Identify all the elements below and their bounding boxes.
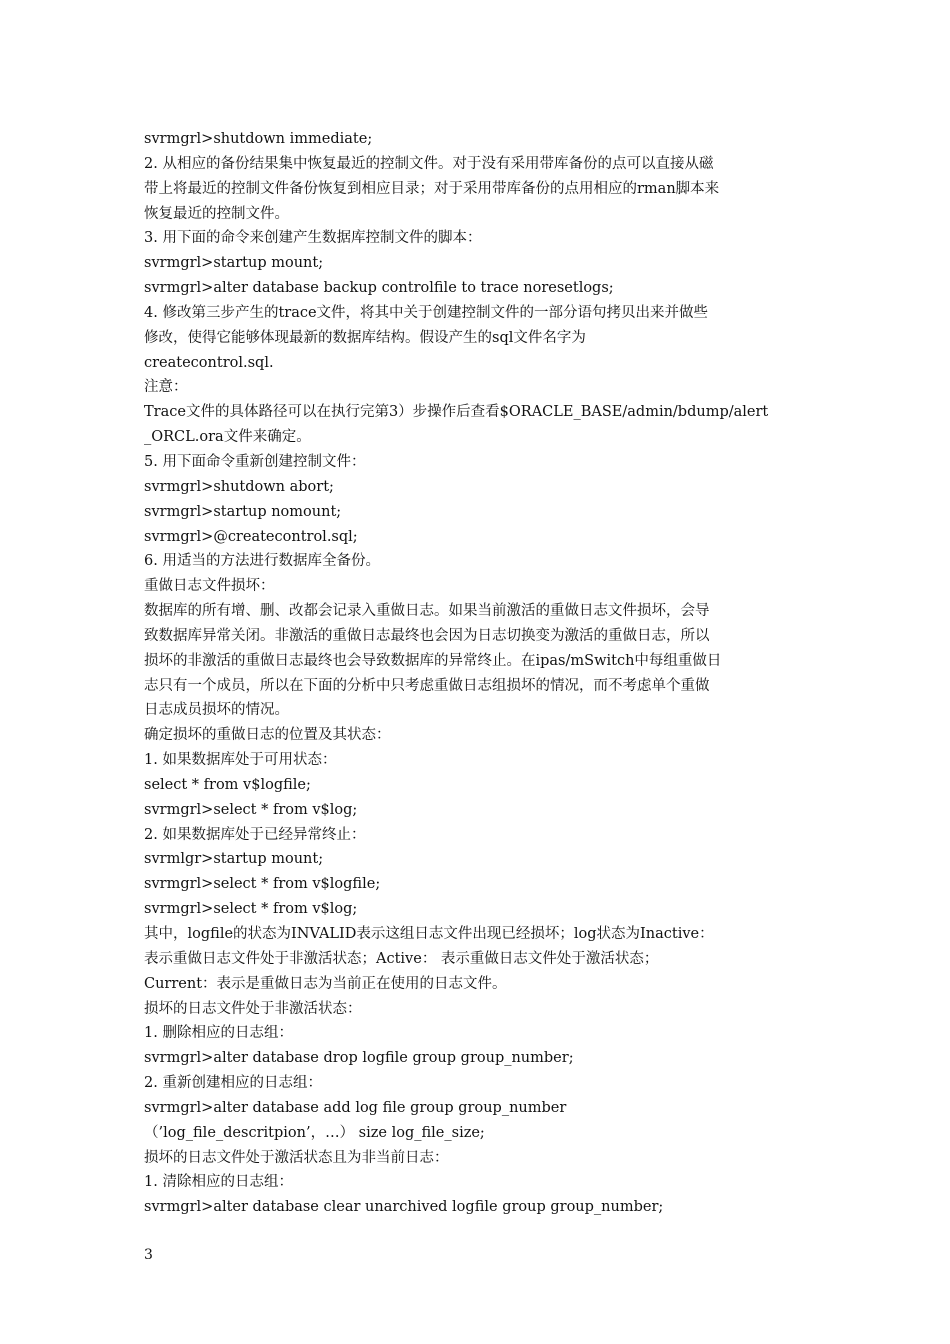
text-line: 4. 修改第三步产生的trace文件，将其中关于创建控制文件的一部分语句拷贝出来并做些 xyxy=(144,304,709,321)
text-line: svrmgrl>alter database add log file group group_number xyxy=(144,1099,567,1116)
text-line: svrmgrl>shutdown immediate; xyxy=(144,131,373,147)
text-line: 2. 重新创建相应的日志组： xyxy=(144,1075,322,1092)
text-line: 日志成员损坏的情况。 xyxy=(144,702,289,719)
text-line: 致数据库异常关闭。非激活的重做日志最终也会因为日志切换变为激活的重做日志，所以 xyxy=(144,627,710,644)
text-line: 3. 用下面的命令来创建产生数据库控制文件的脚本： xyxy=(144,230,482,247)
text-line: svrmgrl>startup mount; xyxy=(144,255,324,272)
text-line: svrmgrl>alter database drop logfile group group_number; xyxy=(144,1050,574,1067)
text-line: 1. 删除相应的日志组： xyxy=(144,1025,293,1042)
text-line: Current：表示是重做日志为当前正在使用的日志文件。 xyxy=(144,975,507,992)
text-line: 注意： xyxy=(144,379,188,396)
text-line: 损坏的非激活的重做日志最终也会导致数据库的异常终止。在ipas/mSwitch中每组重做日 xyxy=(144,652,722,669)
text-line: 2. 从相应的备份结果集中恢复最近的控制文件。对于没有采用带库备份的点可以直接从磁 xyxy=(144,155,714,172)
text-line: svrmgrl>alter database clear unarchived logfile group group_number; xyxy=(144,1199,664,1216)
text-line: 1. 如果数据库处于可用状态： xyxy=(144,752,337,769)
text-line: svrmgrl>@createcontrol.sql; xyxy=(144,528,358,545)
text-line: 志只有一个成员，所以在下面的分析中只考虑重做日志组损坏的情况，而不考虑单个重做 xyxy=(144,677,710,694)
text-line: svrmgrl>startup nomount; xyxy=(144,503,342,520)
text-line: 恢复最近的控制文件。 xyxy=(144,205,289,222)
text-line: 表示重做日志文件处于非激活状态；Active： 表示重做日志文件处于激活状态； xyxy=(144,950,659,967)
text-line: svrmgrl>select * from v$log; xyxy=(144,901,358,918)
text-line: svrmgrl>shutdown abort; xyxy=(144,478,334,495)
text-line: svrmlgr>startup mount; xyxy=(144,851,324,868)
text-line: （’log_file_descritpion’，…） size log_file_size; xyxy=(144,1124,485,1141)
text-line: 5. 用下面命令重新创建控制文件： xyxy=(144,453,366,470)
text-line: 带上将最近的控制文件备份恢复到相应目录；对于采用带库备份的点用相应的rman脚本来 xyxy=(144,180,720,197)
text-line: select * from v$logfile; xyxy=(144,776,311,793)
text-line: 其中，logfile的状态为INVALID表示这组日志文件出现已经损坏；log状态为Inactive： xyxy=(144,926,714,942)
text-line: 6. 用适当的方法进行数据库全备份。 xyxy=(144,553,380,570)
text-line: 确定损坏的重做日志的位置及其状态： xyxy=(144,727,391,744)
text-line: Trace文件的具体路径可以在执行完第3）步操作后查看$ORACLE_BASE/admin/bdump/alert xyxy=(144,404,769,421)
text-line: _ORCL.ora文件来确定。 xyxy=(144,429,311,446)
text-line: 2. 如果数据库处于已经异常终止： xyxy=(144,826,366,843)
text-line: svrmgrl>select * from v$log; xyxy=(144,801,358,818)
text-line: 损坏的日志文件处于激活状态且为非当前日志： xyxy=(144,1149,449,1166)
text-line: createcontrol.sql. xyxy=(144,354,274,371)
text-line: 重做日志文件损坏： xyxy=(144,578,275,595)
page-number: 3 xyxy=(144,1247,153,1263)
text-line: 数据库的所有增、删、改都会记录入重做日志。如果当前激活的重做日志文件损坏，会导 xyxy=(144,603,710,620)
text-line: 1. 清除相应的日志组： xyxy=(144,1174,293,1191)
text-line: 修改，使得它能够体现最新的数据库结构。假设产生的sql文件名字为 xyxy=(144,329,586,346)
text-line: svrmgrl>select * from v$logfile; xyxy=(144,876,381,893)
text-line: 损坏的日志文件处于非激活状态： xyxy=(144,1000,362,1017)
document-body xyxy=(144,127,816,1220)
text-line: svrmgrl>alter database backup controlfile to trace noresetlogs; xyxy=(144,280,614,297)
